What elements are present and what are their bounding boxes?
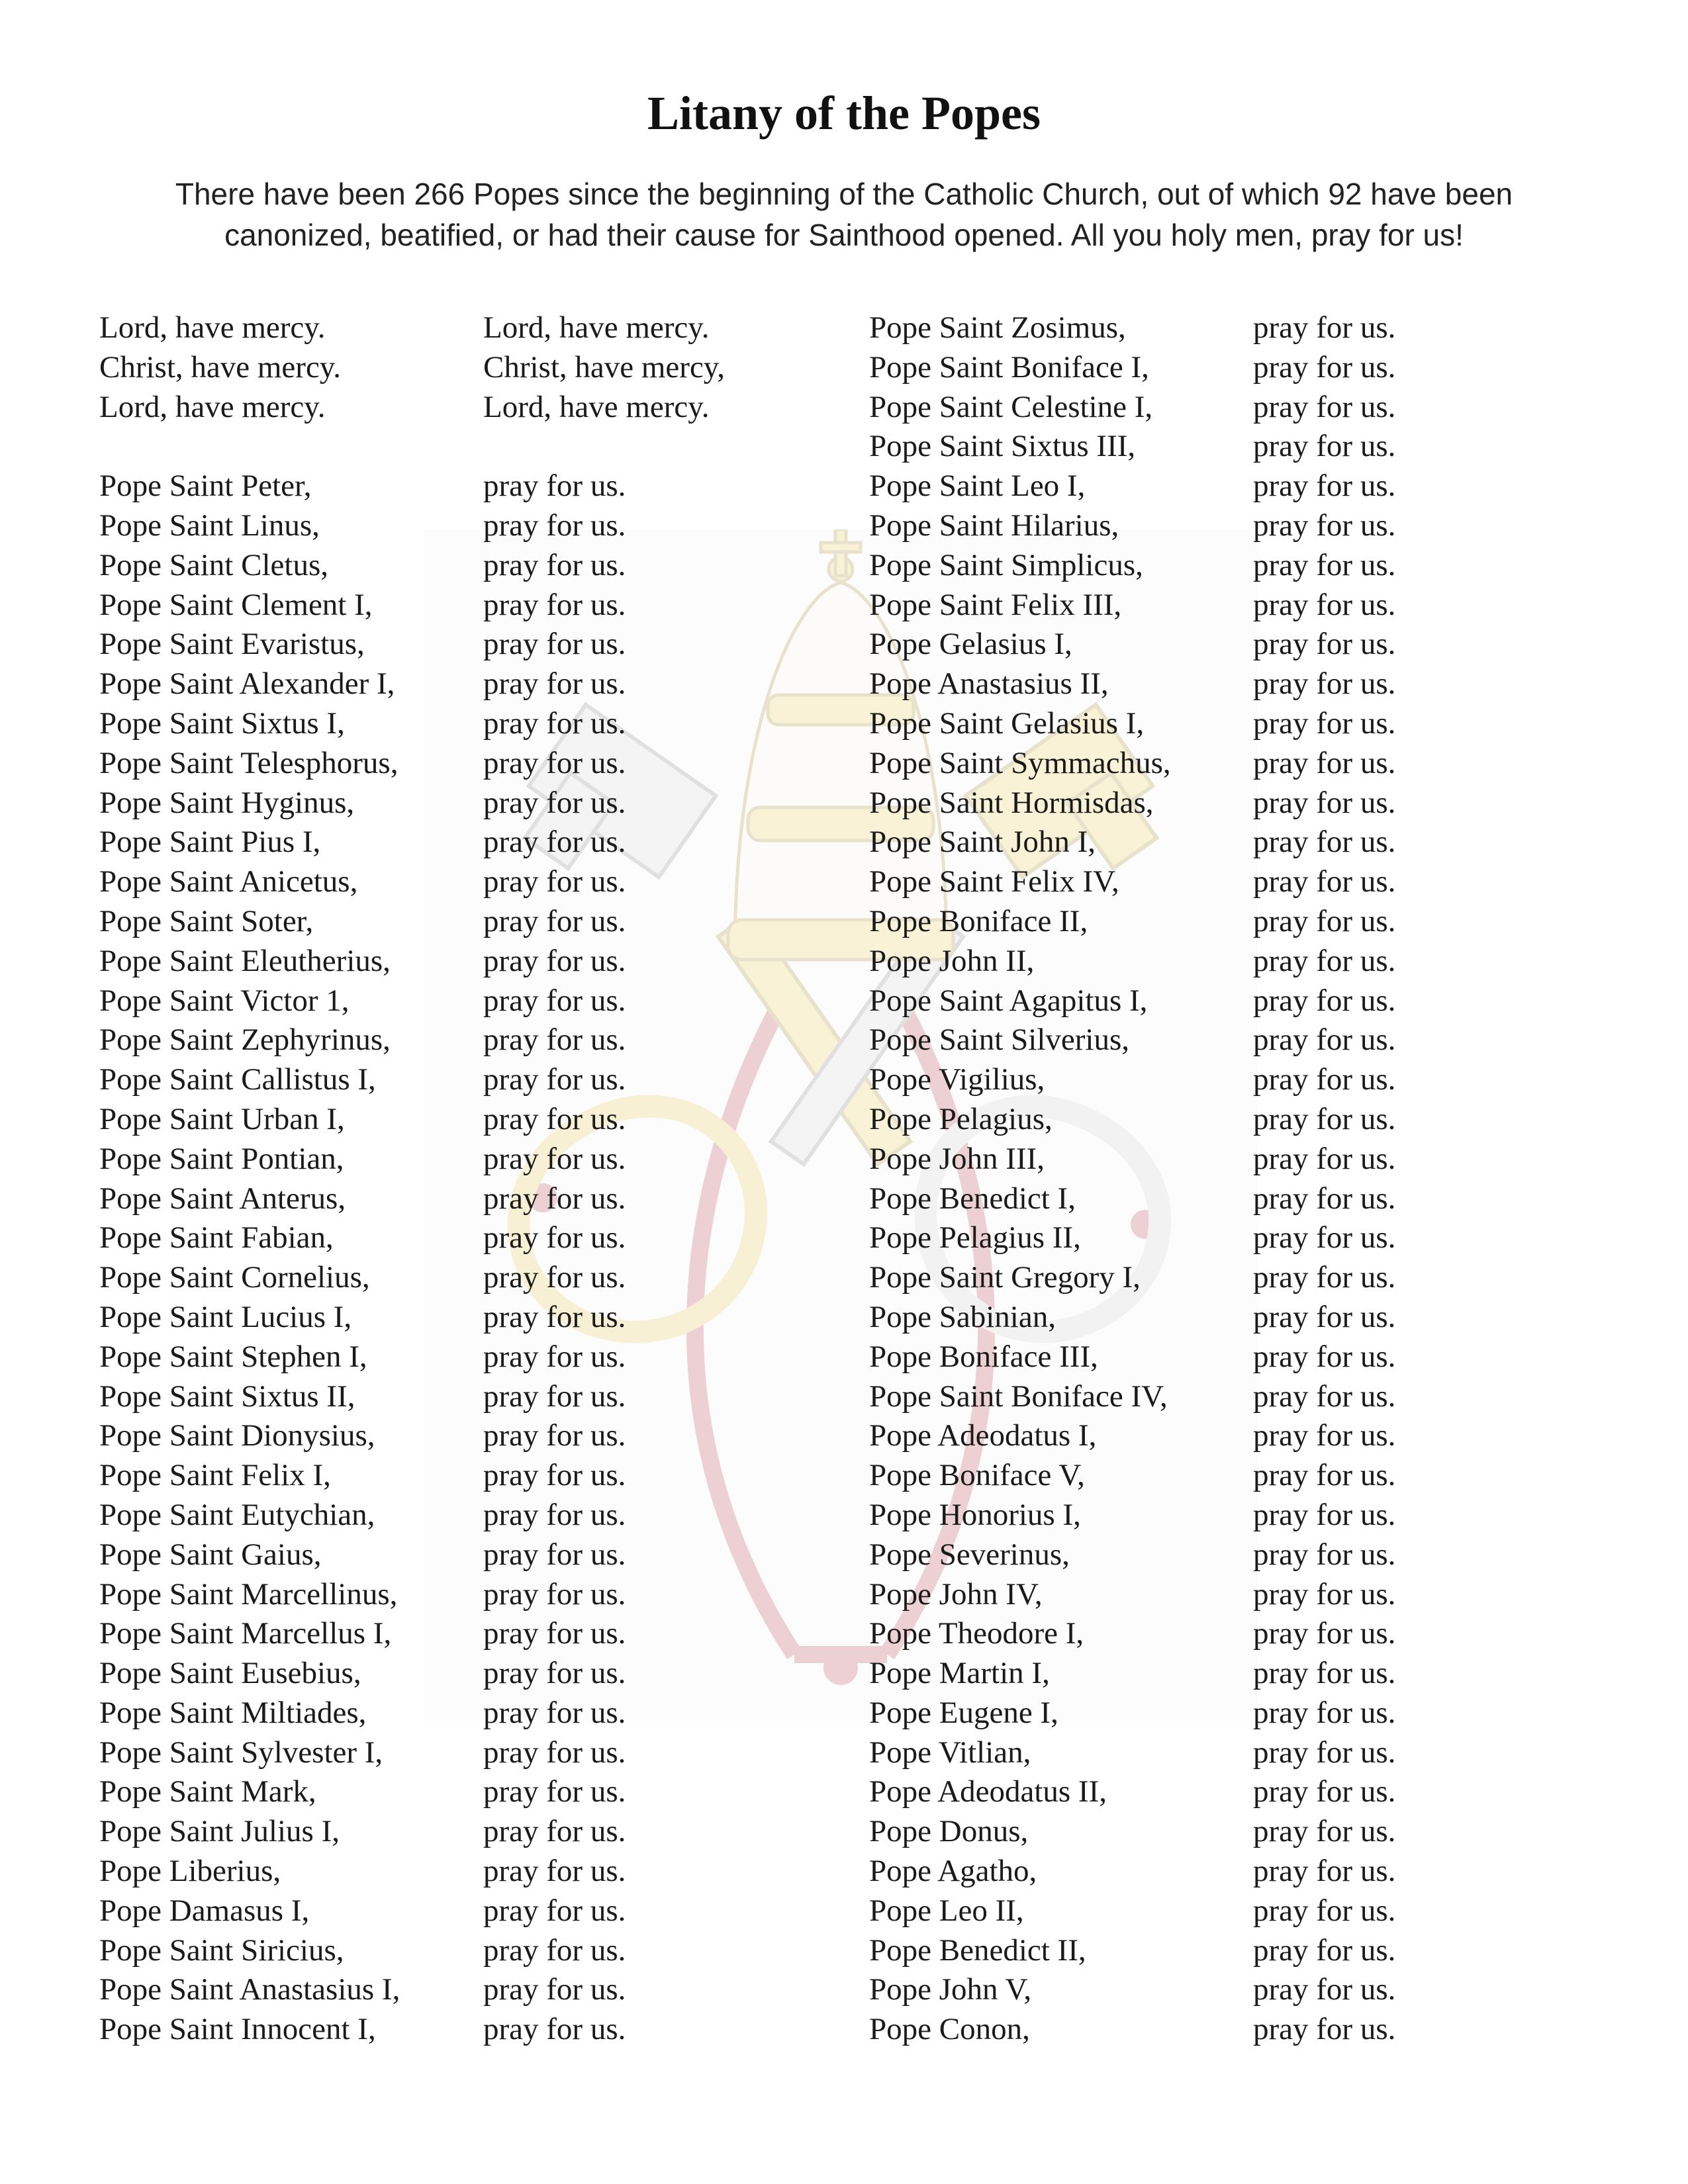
invocation-name: Pope Saint Felix IV, [869,864,1119,899]
invocation-name: Pope Saint Boniface I, [869,349,1149,385]
invocation-response: pray for us. [483,2012,626,2047]
invocation-response: pray for us. [483,983,626,1018]
invocation-name: Pope Saint Telesphorus, [99,745,399,780]
invocation-name: Pope Saint Linus, [99,508,320,543]
invocation-name: Pope Saint Sixtus III, [869,429,1136,464]
invocation-name: Pope John IV, [869,1576,1043,1612]
invocation-response: pray for us. [1253,310,1396,345]
invocation-name: Pope Honorius I, [869,1497,1081,1532]
invocation-response: pray for us. [483,1260,626,1295]
invocation-name: Pope Leo II, [869,1893,1024,1928]
invocation-response: pray for us. [1253,785,1396,820]
invocation-response: pray for us. [483,1023,626,1058]
invocation-name: Pope Saint Zephyrinus, [99,1023,391,1058]
invocation-response: pray for us. [483,785,626,820]
invocation-response: pray for us. [1253,1299,1396,1334]
invocation-response: pray for us. [483,1101,626,1136]
invocation-response: pray for us. [1253,429,1396,464]
invocation-name: Pope Saint Anastasius I, [99,1972,400,2007]
invocation-name: Pope John II, [869,943,1035,978]
invocation-response: pray for us. [483,1181,626,1216]
invocation-response: pray for us. [1253,389,1396,424]
invocation-response: pray for us. [483,627,626,662]
invocation-name: Pope Saint Julius I, [99,1814,340,1849]
invocation-name: Pope Saint Callistus I, [99,1062,376,1097]
invocation-response: pray for us. [1253,627,1396,662]
invocation-name: Pope Saint Sylvester I, [99,1735,383,1770]
invocation-response: pray for us. [483,1735,626,1770]
invocation-name: Pope Saint Zosimus, [869,310,1126,345]
invocation-response: pray for us. [483,864,626,899]
invocation-response: pray for us. [1253,1220,1396,1255]
invocation-name: Pope Saint Agapitus I, [869,983,1148,1018]
invocation-name: Pope Damasus I, [99,1893,310,1928]
invocation-name: Pope Saint Stephen I, [99,1339,367,1374]
invocation-name: Christ, have mercy. [99,349,342,385]
invocation-name: Pope Sabinian, [869,1299,1056,1334]
invocation-name: Pope Saint Eutychian, [99,1497,375,1532]
intro-paragraph: There have been 266 Popes since the beginning of the Catholic Church, out of which 92 have been canonized, beatified, or had their cause for Sainthood opened. All you holy men, pray for us! [175,177,1513,252]
invocation-response: pray for us. [483,745,626,780]
invocation-name: Pope Saint Siricius, [99,1933,344,1968]
invocation-name: Pope Conon, [869,2012,1030,2047]
invocation-response: pray for us. [483,1458,626,1493]
invocation-name: Pope Saint Pontian, [99,1141,344,1176]
invocation-name: Pope Saint Lucius I, [99,1299,352,1334]
invocation-name: Pope Saint Gaius, [99,1537,322,1572]
invocation-name: Pope Boniface V, [869,1458,1085,1493]
invocation-name: Pope Pelagius, [869,1101,1053,1136]
invocation-name: Pope Boniface III, [869,1339,1098,1374]
invocation-response: pray for us. [1253,745,1396,780]
invocation-response: pray for us. [483,666,626,702]
invocation-response: pray for us. [1253,1735,1396,1770]
invocation-name: Pope Anastasius II, [869,666,1109,702]
invocation-name: Pope Saint Peter, [99,469,312,504]
invocation-name: Pope Saint Fabian, [99,1220,334,1255]
invocation-name: Pope Saint Marcellus I, [99,1616,392,1651]
invocation-name: Pope Saint Mark, [99,1774,316,1809]
invocation-name: Pope Saint Anterus, [99,1181,346,1216]
invocation-response: pray for us. [1253,1062,1396,1097]
invocation-response: pray for us. [483,1062,626,1097]
invocation-name: Pope John V, [869,1972,1032,2007]
invocation-name: Pope John III, [869,1141,1045,1176]
invocation-name: Pope Severinus, [869,1537,1070,1572]
invocation-name: Pope Vigilius, [869,1062,1045,1097]
invocation-response: pray for us. [1253,666,1396,702]
invocation-response: pray for us. [1253,825,1396,860]
invocation-response: pray for us. [1253,587,1396,622]
invocation-name: Pope Saint Anicetus, [99,864,358,899]
invocation-response: pray for us. [1253,2012,1396,2047]
invocation-response: pray for us. [483,1695,626,1730]
invocation-name: Pope Saint Alexander I, [99,666,395,702]
invocation-name: Pope Saint Felix III, [869,587,1122,622]
invocation-name: Pope Saint Cornelius, [99,1260,370,1295]
invocation-name: Pope Saint Sixtus I, [99,705,345,741]
invocation-name: Pope Adeodatus I, [869,1418,1097,1453]
invocation-response: pray for us. [483,903,626,938]
invocation-response: pray for us. [483,587,626,622]
invocation-response: pray for us. [1253,1854,1396,1889]
invocation-name: Pope Saint Leo I, [869,469,1086,504]
invocation-response: Christ, have mercy, [483,349,726,385]
invocation-response: pray for us. [483,1774,626,1809]
invocation-response: pray for us. [483,1339,626,1374]
invocation-name: Pope Saint Soter, [99,903,314,938]
invocation-response: Lord, have mercy. [483,389,710,424]
invocation-response: pray for us. [1253,943,1396,978]
invocation-response: pray for us. [1253,508,1396,543]
invocation-response: Lord, have mercy. [483,310,710,345]
invocation-response: pray for us. [1253,1497,1396,1532]
invocation-response: pray for us. [1253,1458,1396,1493]
invocation-response: pray for us. [1253,1893,1396,1928]
invocation-response: pray for us. [483,1141,626,1176]
invocation-name: Pope Saint Cletus, [99,547,328,582]
invocation-response: pray for us. [1253,1695,1396,1730]
invocation-name: Pope Saint Innocent I, [99,2012,376,2047]
invocation-name: Pope Saint Symmachus, [869,745,1171,780]
invocation-name: Pope Saint Urban I, [99,1101,345,1136]
invocation-response: pray for us. [1253,1972,1396,2007]
invocation-name: Pope Saint Simplicus, [869,547,1143,582]
invocation-response: pray for us. [1253,1576,1396,1612]
invocation-response: pray for us. [483,1814,626,1849]
invocation-name: Pope Saint Hilarius, [869,508,1119,543]
invocation-response: pray for us. [1253,469,1396,504]
invocation-name: Pope Benedict II, [869,1933,1086,1968]
invocation-response: pray for us. [1253,1537,1396,1572]
invocation-response: pray for us. [1253,1616,1396,1651]
invocation-response: pray for us. [483,1656,626,1691]
invocation-response: pray for us. [1253,1181,1396,1216]
invocation-name: Pope Gelasius I, [869,627,1072,662]
invocation-response: pray for us. [1253,1141,1396,1176]
invocation-name: Pope Saint Silverius, [869,1023,1129,1058]
invocation-response: pray for us. [1253,1101,1396,1136]
invocation-name: Pope Saint John I, [869,825,1096,860]
invocation-response: pray for us. [1253,1023,1396,1058]
invocation-name: Lord, have mercy. [99,389,326,424]
invocation-name: Pope Martin I, [869,1656,1050,1691]
invocation-response: pray for us. [483,547,626,582]
invocation-name: Pope Adeodatus II, [869,1774,1107,1809]
invocation-response: pray for us. [483,1379,626,1414]
invocation-response: pray for us. [483,469,626,504]
invocation-name: Pope Saint Clement I, [99,587,373,622]
invocation-name: Pope Saint Evaristus, [99,627,365,662]
invocation-response: pray for us. [483,943,626,978]
invocation-name: Pope Saint Dionysius, [99,1418,375,1453]
invocation-response: pray for us. [1253,349,1396,385]
invocation-name: Pope Saint Miltiades, [99,1695,367,1730]
invocation-response: pray for us. [483,508,626,543]
invocation-name: Pope Saint Celestine I, [869,389,1153,424]
invocation-response: pray for us. [1253,1774,1396,1809]
invocation-response: pray for us. [483,705,626,741]
invocation-response: pray for us. [1253,705,1396,741]
invocation-response: pray for us. [483,1537,626,1572]
invocation-name: Pope Saint Eusebius, [99,1656,361,1691]
invocation-response: pray for us. [1253,1814,1396,1849]
invocation-response: pray for us. [483,1933,626,1968]
invocation-response: pray for us. [483,1497,626,1532]
invocation-name: Pope Benedict I, [869,1181,1076,1216]
invocation-response: pray for us. [1253,983,1396,1018]
invocation-response: pray for us. [483,1576,626,1612]
invocation-name: Pope Saint Eleutherius, [99,943,391,978]
invocation-response: pray for us. [1253,1379,1396,1414]
invocation-response: pray for us. [1253,1260,1396,1295]
invocation-name: Pope Saint Pius I, [99,825,321,860]
invocation-response: pray for us. [483,1299,626,1334]
invocation-name: Lord, have mercy. [99,310,326,345]
invocation-name: Pope Eugene I, [869,1695,1058,1730]
invocation-name: Pope Agatho, [869,1854,1037,1889]
invocation-name: Pope Vitlian, [869,1735,1031,1770]
invocation-response: pray for us. [1253,1933,1396,1968]
invocation-name: Pope Saint Marcellinus, [99,1576,398,1612]
invocation-response: pray for us. [1253,1656,1396,1691]
invocation-response: pray for us. [483,825,626,860]
invocation-name: Pope Saint Hormisdas, [869,785,1154,820]
invocation-name: Pope Saint Victor 1, [99,983,350,1018]
invocation-response: pray for us. [483,1893,626,1928]
invocation-name: Pope Saint Hyginus, [99,785,355,820]
invocation-name: Pope Boniface II, [869,903,1088,938]
invocation-name: Pope Liberius, [99,1854,281,1889]
invocation-name: Pope Saint Felix I, [99,1458,331,1493]
invocation-response: pray for us. [483,1418,626,1453]
invocation-response: pray for us. [1253,1418,1396,1453]
invocation-response: pray for us. [483,1972,626,2007]
invocation-name: Pope Saint Gregory I, [869,1260,1141,1295]
page-title: Litany of the Popes [647,87,1041,140]
invocation-response: pray for us. [483,1220,626,1255]
invocation-name: Pope Pelagius II, [869,1220,1081,1255]
invocation-response: pray for us. [1253,1339,1396,1374]
invocation-response: pray for us. [483,1616,626,1651]
invocation-response: pray for us. [1253,547,1396,582]
invocation-name: Pope Donus, [869,1814,1029,1849]
invocation-response: pray for us. [1253,864,1396,899]
invocation-name: Pope Saint Gelasius I, [869,705,1145,741]
invocation-name: Pope Saint Sixtus II, [99,1379,355,1414]
invocation-response: pray for us. [1253,903,1396,938]
invocation-name: Pope Theodore I, [869,1616,1084,1651]
invocation-name: Pope Saint Boniface IV, [869,1379,1168,1414]
invocation-response: pray for us. [483,1854,626,1889]
